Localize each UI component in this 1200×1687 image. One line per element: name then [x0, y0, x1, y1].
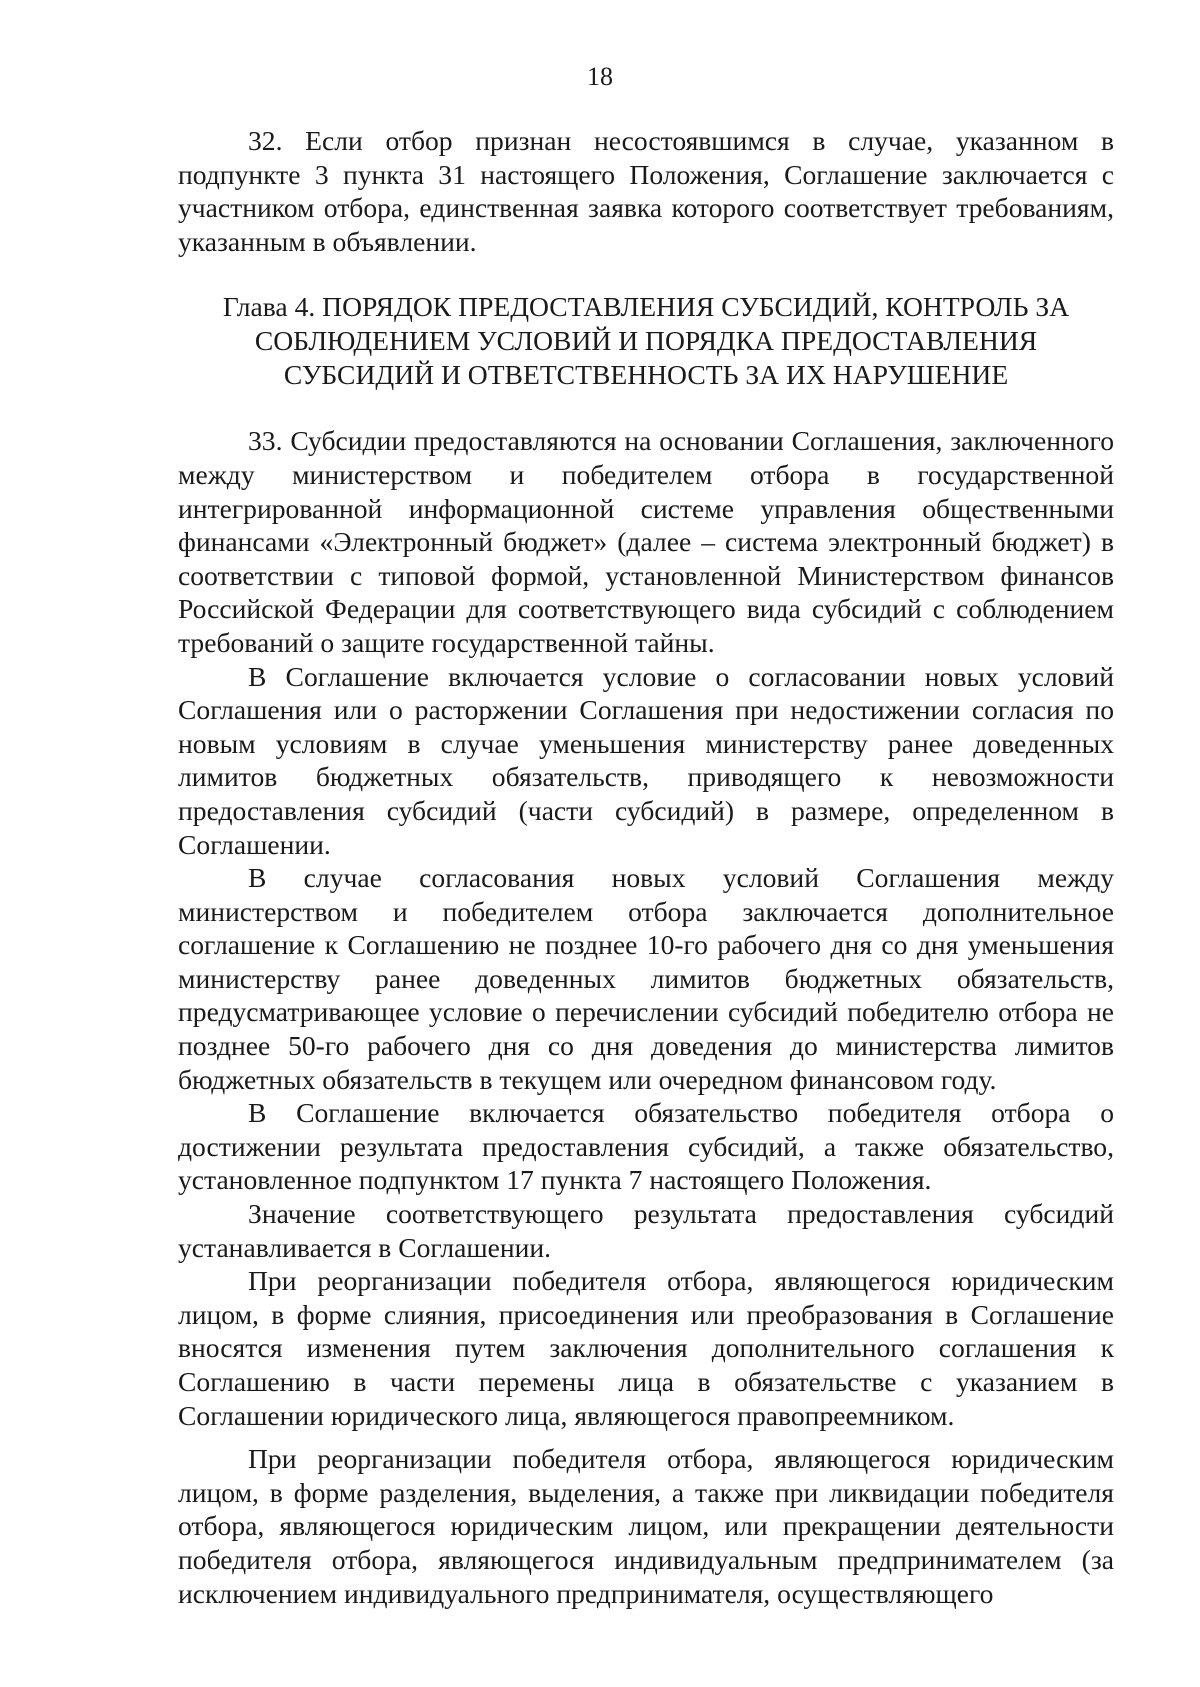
paragraph: В Соглашение включается обязательство победителя отбора о достижении результата предоставления субсидий, а также обязательство, установленное подпунктом 17 пункта 7 настоящего Положения. — [178, 1097, 1114, 1196]
paragraph: В случае согласования новых условий Соглашения между министерством и победителем отбора заключается дополнительное соглашение к Соглашению не позднее 10-го рабочего дня со дня уменьшения министерству ранее доведенных лимитов бюджетных обязательств, предусматривающее условие о перечислении субсидий победителю отбора не позднее 50-го рабочего дня со дня доведения до министерства лимитов бюджетных обязательств в текущем или очередном финансовом году. — [178, 862, 1114, 1095]
paragraph-33: 33. Субсидии предоставляются на основании Соглашения, заключенного между министерством и победителем отбора в государственной интегрированной информационной системе управления общественными финансами «Электронный бюджет» (далее – система электронный бюджет) в соответствии с типовой формой, установленной Министерством финансов Российской Федерации для соответствующего вида субсидий с соблюдением требований о защите государственной тайны. — [178, 425, 1114, 658]
paragraph: При реорганизации победителя отбора, являющегося юридическим лицом, в форме слияния, присоединения или преобразования в Соглашение вносятся изменения путем заключения дополнительного соглашения к Соглашению в части перемены лица в обязательстве с указанием в Соглашении юридического лица, являющегося правопреемником. — [178, 1265, 1114, 1431]
chapter-heading-line: СОБЛЮДЕНИЕМ УСЛОВИЙ И ПОРЯДКА ПРЕДОСТАВЛЕНИЯ — [254, 325, 1038, 357]
document-body — [178, 124, 1114, 1610]
paragraph: В Соглашение включается условие о согласовании новых условий Соглашения или о расторжении Соглашения при недостижении согласия по новым условиям в случае уменьшения министерству ранее доведенных лимитов бюджетных обязательств, приводящего к невозможности предоставления субсидий (части субсидий) в размере, определенном в Соглашении. — [178, 660, 1114, 860]
paragraph: Значение соответствующего результата предоставления субсидий устанавливается в Соглашении. — [178, 1198, 1114, 1263]
chapter-heading-line: Глава 4. ПОРЯДОК ПРЕДОСТАВЛЕНИЯ СУБСИДИЙ, КОНТРОЛЬ ЗА — [222, 291, 1070, 323]
paragraph: При реорганизации победителя отбора, являющегося юридическим лицом, в форме разделения, выделения, а также при ликвидации победителя отбора, являющегося юридическим лицом, или прекращении деятельности победителя отбора, являющегося индивидуальным предпринимателем (за исключением индивидуального предпринимателя, осуществляющего — [178, 1443, 1114, 1609]
page-number: 18 — [587, 62, 613, 91]
chapter-heading — [178, 290, 1114, 392]
chapter-heading-line: СУБСИДИЙ И ОТВЕТСТВЕННОСТЬ ЗА ИХ НАРУШЕНИЕ — [283, 359, 1009, 391]
paragraph-32: 32. Если отбор признан несостоявшимся в случае, указанном в подпункте 3 пункта 31 настоящего Положения, Соглашение заключается с участником отбора, единственная заявка которого соответствует требованиям, указанным в объявлении. — [178, 125, 1114, 257]
